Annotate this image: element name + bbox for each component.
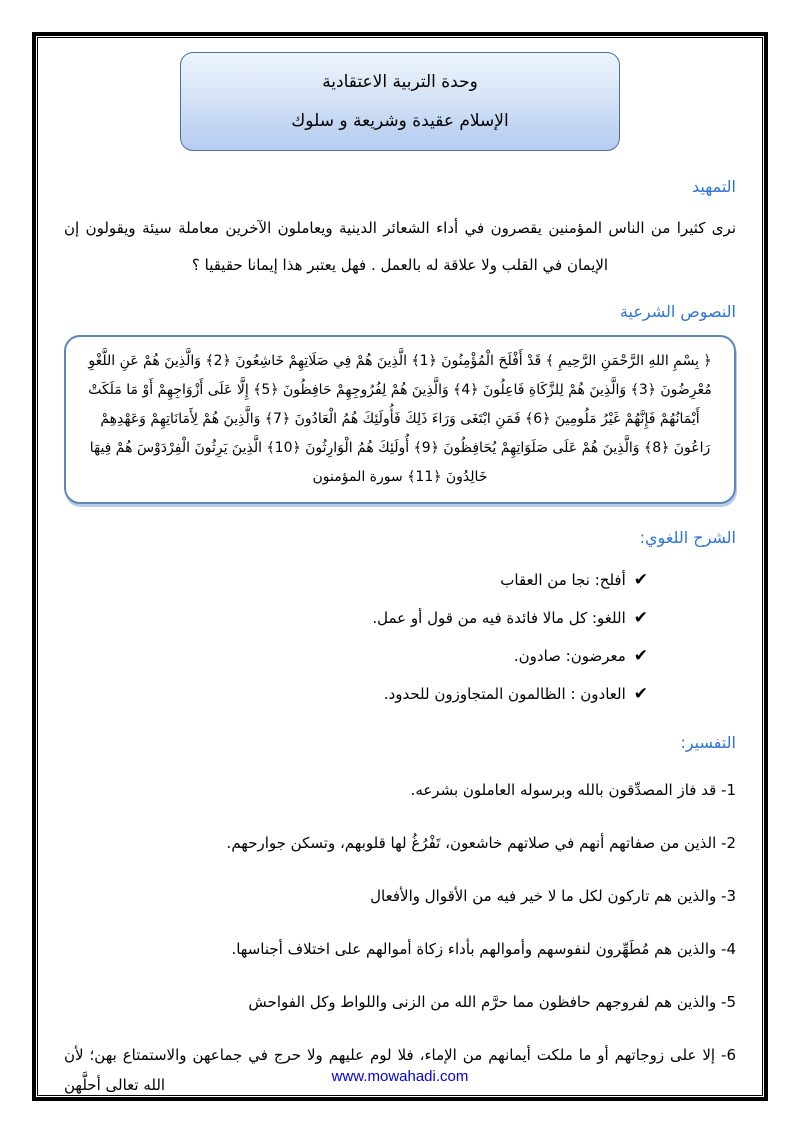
quran-verses-box bbox=[64, 335, 736, 504]
tafsir-item-1: 1- قد فاز المصدِّقون بالله وبرسوله العاملون بشرعه. bbox=[410, 781, 736, 799]
check-icon: ✔ bbox=[633, 684, 648, 704]
footer bbox=[40, 1068, 760, 1085]
quran-verses-text: ﴿ بِسْمِ اللهِ الرَّحْمَنِ الرَّحِيمِ ﴾ قَدْ أَفْلَحَ الْمُؤْمِنُونَ ﴿1﴾ الَّذِينَ هُمْ فِي صَلَاتِهِمْ خَاشِعُونَ ﴿2﴾ وَالَّذِينَ هُمْ عَنِ اللَّغْوِ مُعْرِضُونَ ﴿3﴾ وَالَّذِينَ هُمْ لِلزَّكَاةِ فَاعِلُونَ ﴿4﴾ وَالَّذِينَ هُمْ لِفُرُوجِهِمْ حَافِظُونَ ﴿5﴾ إِلَّا عَلَى أَزْوَاجِهِمْ أَوْ مَا مَلَكَتْ أَيْمَانُهُمْ فَإِنَّهُمْ غَيْرُ مَلُومِينَ ﴿6﴾ فَمَنِ ابْتَغَى وَرَاءَ ذَلِكَ فَأُولَئِكَ هُمُ الْعَادُونَ ﴿7﴾ وَالَّذِينَ هُمْ لِأَمَانَاتِهِمْ وَعَهْدِهِمْ رَاعُونَ ﴿8﴾ وَالَّذِينَ هُمْ عَلَى صَلَوَاتِهِمْ يُحَافِظُونَ ﴿9﴾ أُولَئِكَ هُمُ الْوَارِثُونَ ﴿10﴾ الَّذِينَ يَرِثُونَ الْفِرْدَوْسَ هُمْ فِيهَا خَالِدُونَ ﴿11﴾ سورة المؤمنون bbox=[88, 353, 712, 485]
section-heading-sharh: الشرح اللغوي: bbox=[639, 528, 736, 547]
vocabulary-checklist bbox=[64, 561, 648, 713]
tafsir-item-4: 4- والذين هم مُطَهِّرون لنفوسهم وأموالهم بأداء زكاة أموالهم على اختلاف أجناسها. bbox=[231, 940, 736, 958]
check-icon: ✔ bbox=[633, 570, 648, 590]
section-heading-tafsir: التفسير: bbox=[680, 733, 736, 752]
page-border-frame bbox=[32, 32, 768, 1101]
list-item-text: أفلح: نجا من العقاب bbox=[500, 571, 626, 589]
list-item-text: معرضون: صادون. bbox=[513, 647, 626, 665]
tafsir-item-5: 5- والذين هم لفروجهم حافظون مما حرَّم الله من الزنى واللواط وكل الفواحش bbox=[248, 993, 736, 1011]
footer-link[interactable]: www.mowahadi.com bbox=[331, 1068, 469, 1085]
tafsir-list bbox=[64, 775, 736, 1100]
list-item bbox=[64, 561, 648, 599]
tafsir-item-3: 3- والذين هم تاركون لكل ما لا خير فيه من الأقوال والأفعال bbox=[370, 887, 736, 905]
page-content bbox=[40, 40, 760, 1093]
tafsir-item-2: 2- الذين من صفاتهم أنهم في صلاتهم خاشعون، تَفْرُغُ لها قلوبهم، وتسكن جوارحهم. bbox=[226, 834, 736, 852]
unit-title-line2: الإسلام عقيدة وشريعة و سلوك bbox=[291, 111, 509, 131]
section-heading-nusus: النصوص الشرعية bbox=[619, 302, 736, 321]
tamhid-paragraph: نرى كثيرا من الناس المؤمنين يقصرون في أداء الشعائر الدينية ويعاملون الآخرين معاملة سيئة ويقولون إن الإيمان في القلب ولا علاقة له بالعمل . فهل يعتبر هذا إيمانا حقيقيا ؟ bbox=[64, 219, 736, 274]
list-item-text: العادون : الظالمون المتجاوزون للحدود. bbox=[383, 685, 626, 703]
list-item bbox=[64, 637, 648, 675]
check-icon: ✔ bbox=[633, 608, 648, 628]
list-item-text: اللغو: كل مالا فائدة فيه من قول أو عمل. bbox=[372, 609, 626, 627]
check-icon: ✔ bbox=[633, 646, 648, 666]
unit-title-box bbox=[180, 52, 620, 151]
section-heading-tamhid: التمهيد bbox=[692, 177, 736, 196]
unit-title-line1: وحدة التربية الاعتقادية bbox=[322, 72, 478, 92]
list-item bbox=[64, 675, 648, 713]
list-item bbox=[64, 599, 648, 637]
tafsir-item-6: 6- إلا على زوجاتهم أو ما ملكت أيمانهم من الإماء، فلا لوم عليهم ولا حرج في جماعهن والاستمتاع بهن؛ لأن الله تعالى أحلَّهن bbox=[64, 1046, 736, 1094]
